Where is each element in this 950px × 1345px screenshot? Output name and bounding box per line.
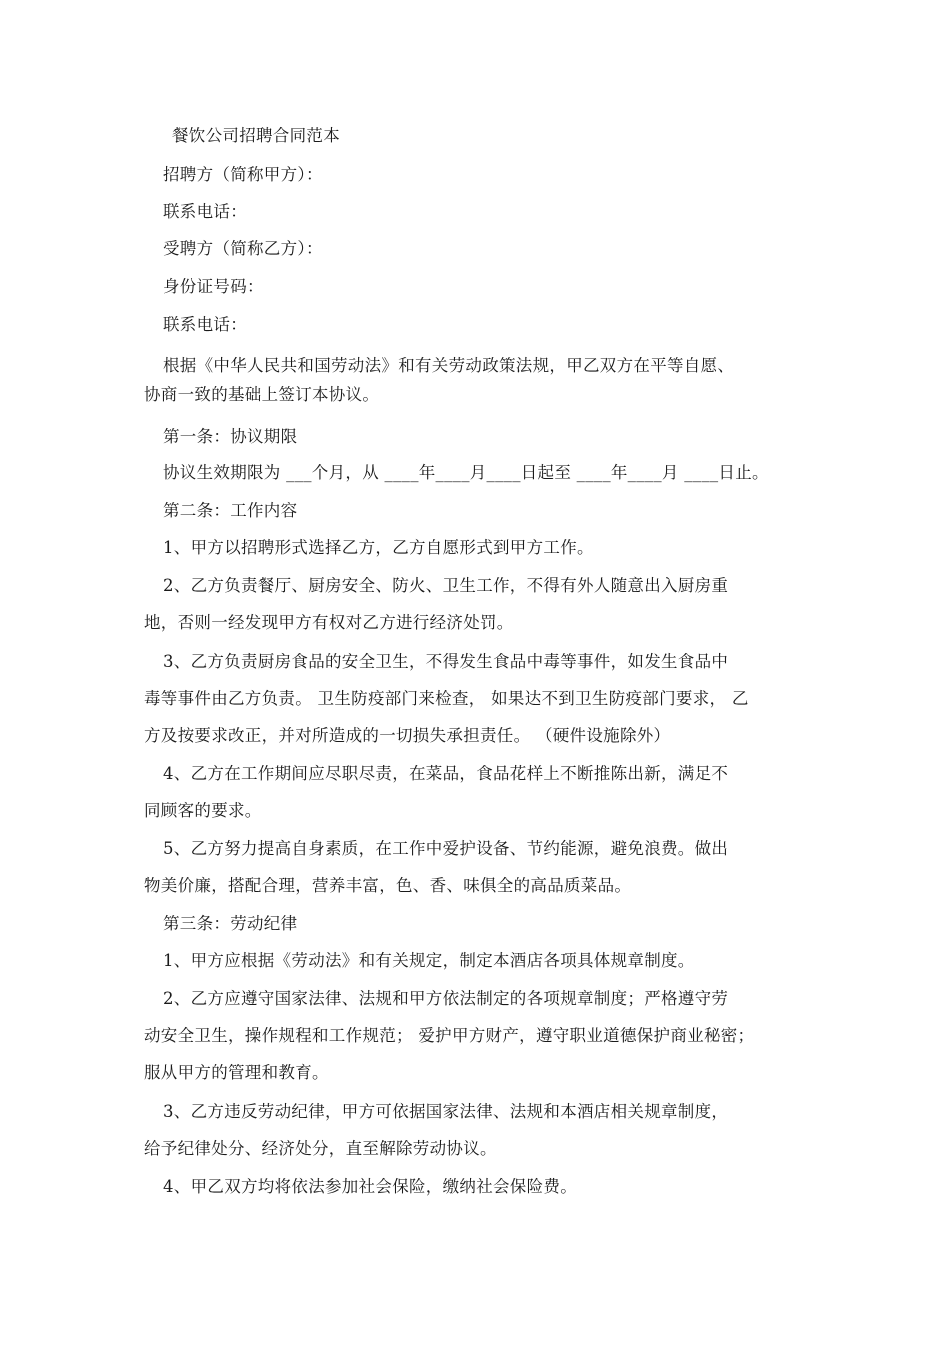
document-title: 餐饮公司招聘合同范本 [172, 126, 340, 145]
article2-item3-line: 毒等事件由乙方负责。 卫生防疫部门来检查， 如果达不到卫生防疫部门要求， 乙 [144, 689, 749, 708]
employee-field: 受聘方（简称乙方）： [163, 239, 323, 258]
article2-heading: 第二条：工作内容 [163, 501, 298, 520]
article2-item2-line: 地，否则一经发现甲方有权对乙方进行经济处罚。 [144, 613, 514, 632]
article2-item5-line: 5、乙方努力提高自身素质，在工作中爱护设备、节约能源，避免浪费。做出 [163, 839, 729, 858]
intro-paragraph-line: 协商一致的基础上签订本协议。 [144, 385, 380, 404]
article3-item4: 4、甲乙双方均将依法参加社会保险，缴纳社会保险费。 [163, 1177, 577, 1196]
article2-item3-line: 方及按要求改正，并对所造成的一切损失承担责任。 （硬件设施除外） [144, 726, 671, 745]
article3-item2-line: 动安全卫生，操作规程和工作规范； 爱护甲方财产，遵守职业道德保护商业秘密； [144, 1026, 755, 1045]
article2-item4-line: 同顾客的要求。 [144, 801, 262, 820]
article3-heading: 第三条：劳动纪律 [163, 914, 298, 933]
employer-phone-field: 联系电话： [163, 202, 247, 221]
employer-field: 招聘方（简称甲方）： [163, 165, 323, 184]
article1-heading: 第一条：协议期限 [163, 427, 298, 446]
employee-phone-field: 联系电话： [163, 315, 247, 334]
article2-item4-line: 4、乙方在工作期间应尽职尽责，在菜品，食品花样上不断推陈出新，满足不 [163, 764, 729, 783]
id-number-field: 身份证号码： [163, 277, 264, 296]
article3-item3-line: 3、乙方违反劳动纪律，甲方可依据国家法律、法规和本酒店相关规章制度， [163, 1102, 729, 1121]
article3-item2-line: 2、乙方应遵守国家法律、法规和甲方依法制定的各项规章制度；严格遵守劳 [163, 989, 729, 1008]
article1-body: 协议生效期限为 ___个月，从 ____年____月____日起至 ____年____月 ____日止。 [163, 463, 769, 482]
article2-item5-line: 物美价廉，搭配合理，营养丰富，色、香、味俱全的高品质菜品。 [144, 876, 632, 895]
article3-item3-line: 给予纪律处分、经济处分，直至解除劳动协议。 [144, 1139, 497, 1158]
intro-paragraph-line: 根据《中华人民共和国劳动法》和有关劳动政策法规，甲乙双方在平等自愿、 [163, 356, 735, 375]
article3-item1: 1、甲方应根据《劳动法》和有关规定，制定本酒店各项具体规章制度。 [163, 951, 695, 970]
article2-item1: 1、甲方以招聘形式选择乙方，乙方自愿形式到甲方工作。 [163, 538, 594, 557]
article2-item2-line: 2、乙方负责餐厅、厨房安全、防火、卫生工作，不得有外人随意出入厨房重 [163, 576, 729, 595]
article2-item3-line: 3、乙方负责厨房食品的安全卫生，不得发生食品中毒等事件，如发生食品中 [163, 652, 729, 671]
article3-item2-line: 服从甲方的管理和教育。 [144, 1063, 329, 1082]
